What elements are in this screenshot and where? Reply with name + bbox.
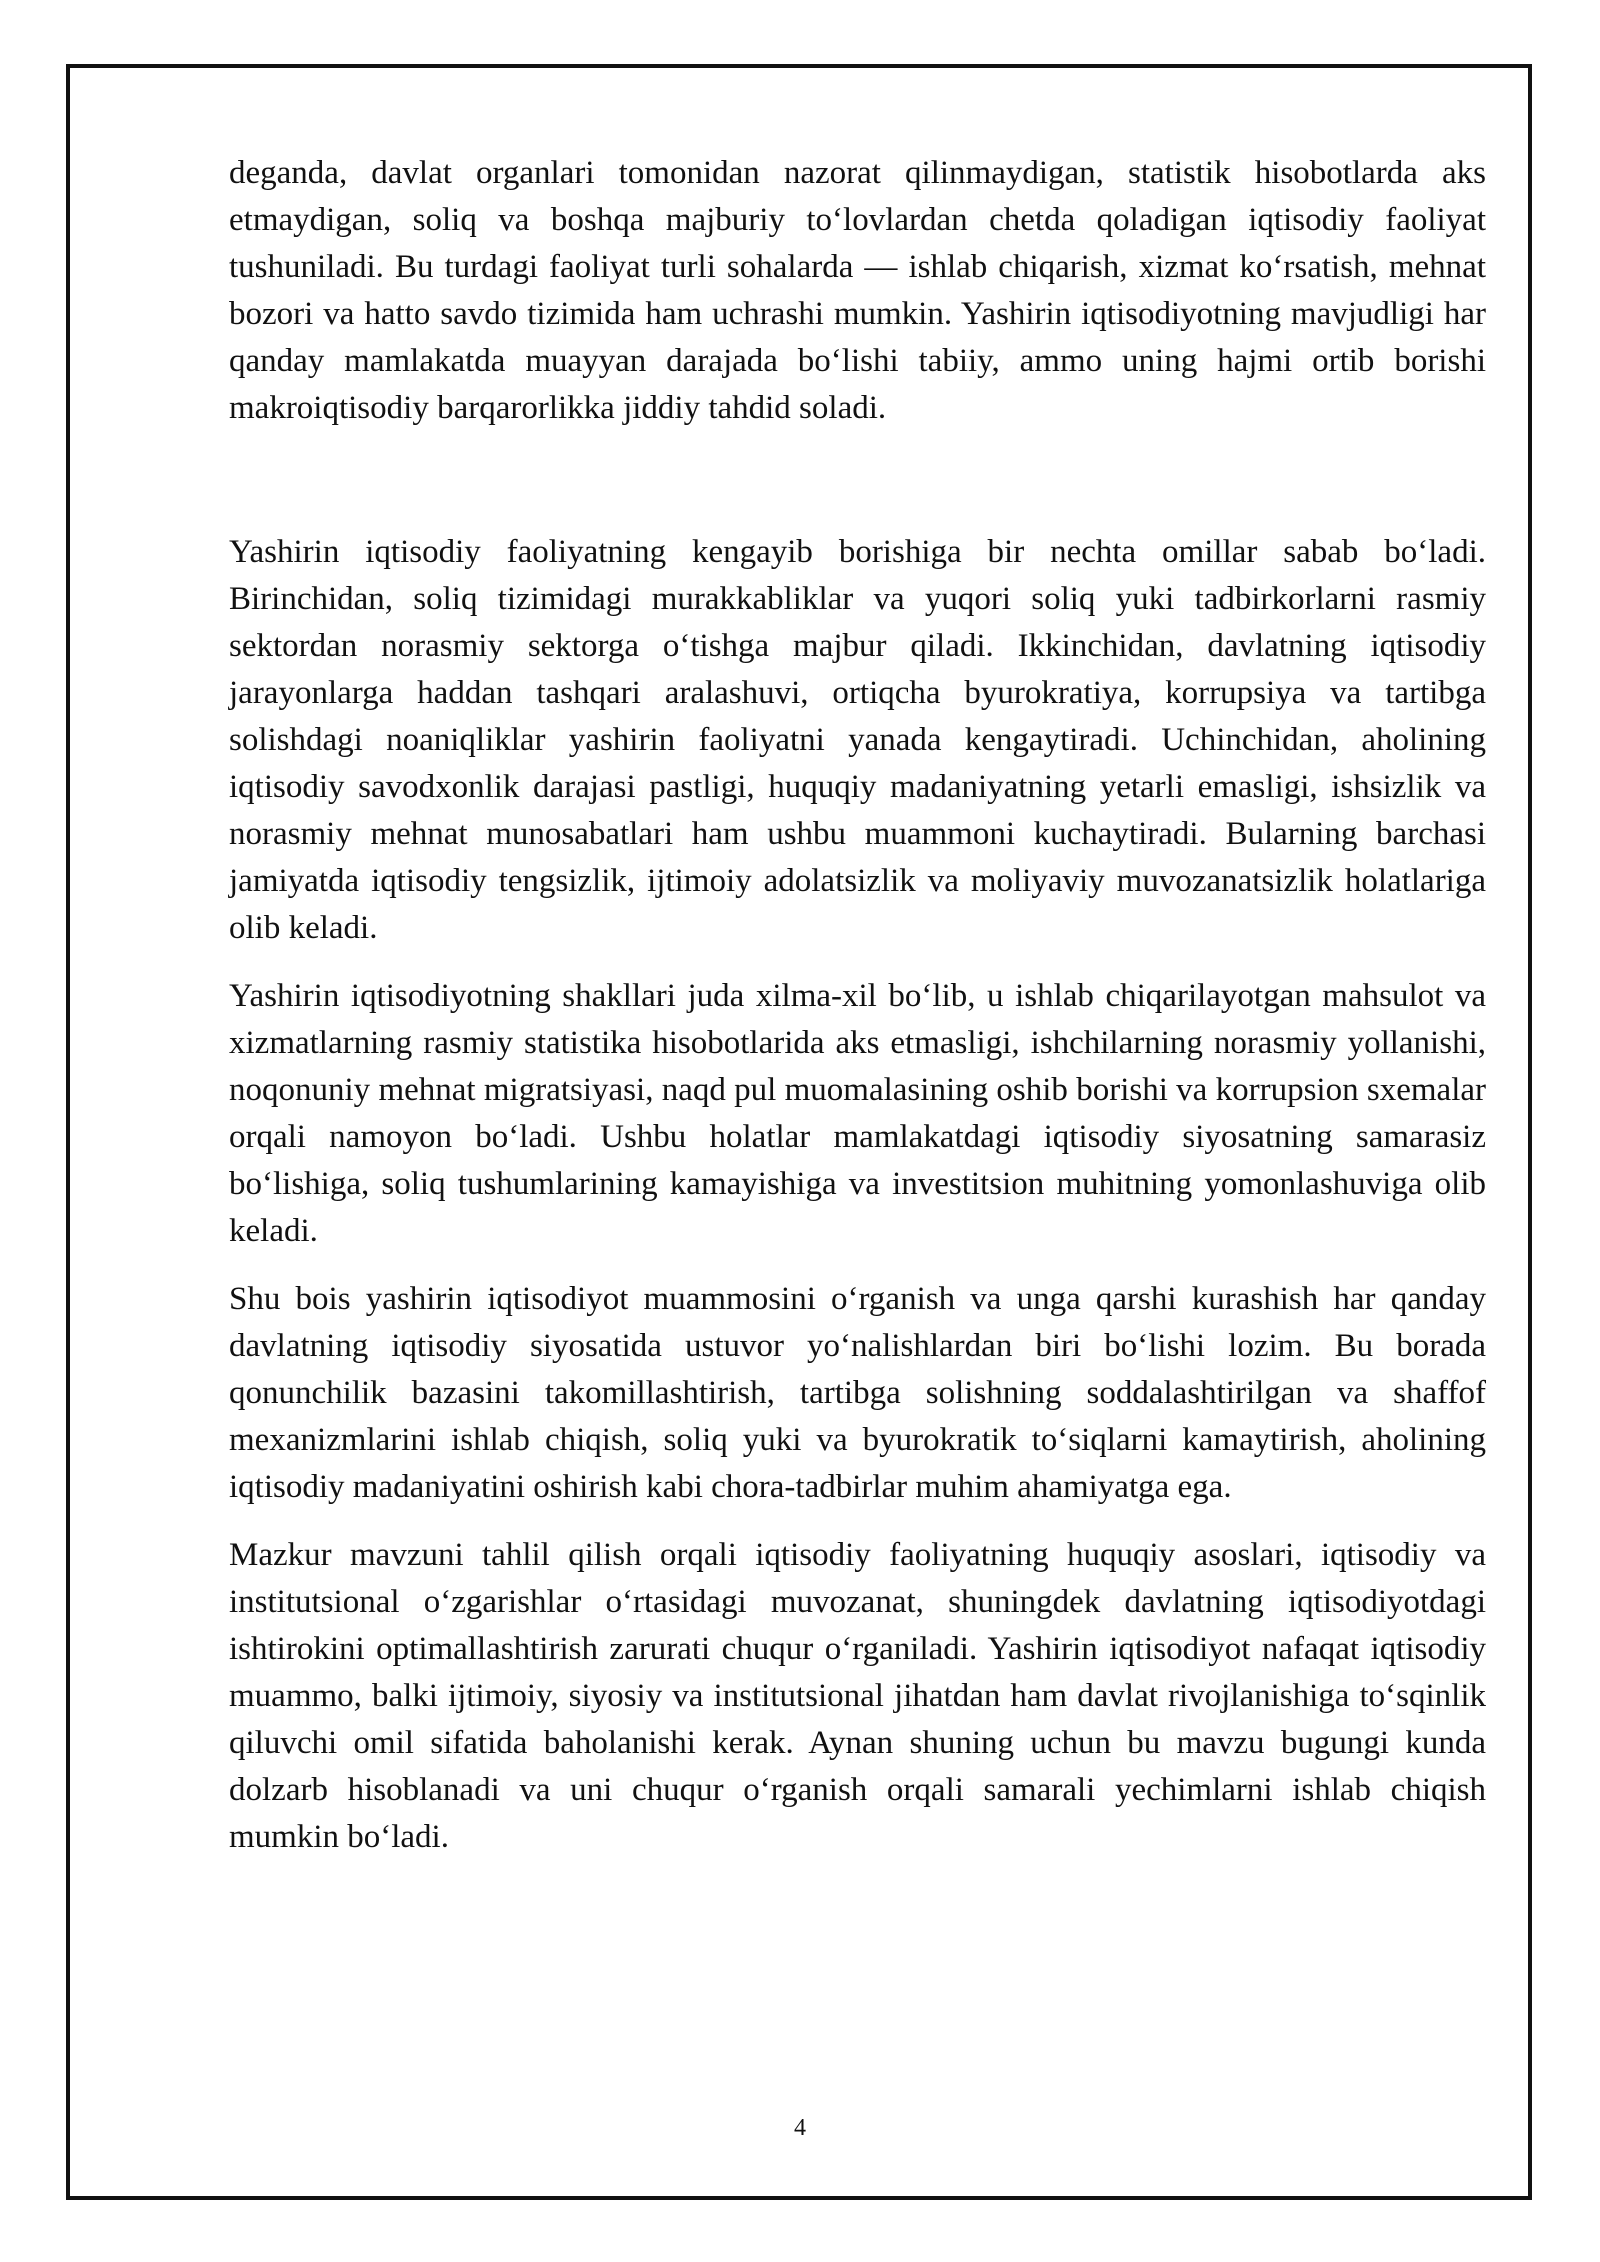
paragraph-1: deganda, davlat organlari tomonidan nazorat qilinmaydigan, statistik hisobotlarda aks etmaydigan, soliq va boshqa majburiy to‘lovlardan chetda qoladigan iqtisodiy faoliyat tushuniladi. Bu turdagi faoliyat turli sohalarda — ishlab chiqarish, xizmat ko‘rsatish, mehnat bozori va hatto savdo tizimida ham uchrashi mumkin. Yashirin iqtisodiyotning mavjudligi har qanday mamlakatda muayyan darajada bo‘lishi tabiiy, ammo uning hajmi ortib borishi makroiqtisodiy barqarorlikka jiddiy tahdid soladi. <box>229 155 1486 426</box>
page-number: 4 <box>794 2115 806 2141</box>
paragraph-5: Mazkur mavzuni tahlil qilish orqali iqtisodiy faoliyatning huquqiy asoslari, iqtisodiy va institutsional o‘zgarishlar o‘rtasidagi muvozanat, shuningdek davlatning iqtisodiyotdagi ishtirokini optimallashtirish zarurati chuqur o‘rganiladi. Yashirin iqtisodiyot nafaqat iqtisodiy muammo, balki ijtimoiy, siyosiy va institutsional jihatdan ham davlat rivojlanishiga to‘sqinlik qiluvchi omil sifatida baholanishi kerak. Aynan shuning uchun bu mavzu bugungi kunda dolzarb hisoblanadi va uni chuqur o‘rganish orqali samarali yechimlarni ishlab chiqish mumkin bo‘ladi. <box>229 1537 1486 1855</box>
document-body <box>229 150 1486 1861</box>
paragraph-3: Yashirin iqtisodiyotning shakllari juda xilma-xil bo‘lib, u ishlab chiqarilayotgan mahsulot va xizmatlarning rasmiy statistika hisobotlarida aks etmasligi, ishchilarning norasmiy yollanishi, noqonuniy mehnat migratsiyasi, naqd pul muomalasining oshib borishi va korrupsion sxemalar orqali namoyon bo‘ladi. Ushbu holatlar mamlakatdagi iqtisodiy siyosatning samarasiz bo‘lishiga, soliq tushumlarining kamayishiga va investitsion muhitning yomonlashuviga olib keladi. <box>229 978 1486 1249</box>
paragraph-2: Yashirin iqtisodiy faoliyatning kengayib borishiga bir nechta omillar sabab bo‘ladi. Birinchidan, soliq tizimidagi murakkabliklar va yuqori soliq yuki tadbirkorlarni rasmiy sektordan norasmiy sektorga o‘tishga majbur qiladi. Ikkinchidan, davlatning iqtisodiy jarayonlarga haddan tashqari aralashuvi, ortiqcha byurokratiya, korrupsiya va tartibga solishdagi noaniqliklar yashirin faoliyatni yanada kengaytiradi. Uchinchidan, aholining iqtisodiy savodxonlik darajasi pastligi, huquqiy madaniyatning yetarli emasligi, ishsizlik va norasmiy mehnat munosabatlari ham ushbu muammoni kuchaytiradi. Bularning barchasi jamiyatda iqtisodiy tengsizlik, ijtimoiy adolatsizlik va moliyaviy muvozanatsizlik holatlariga olib keladi. <box>229 534 1486 946</box>
paragraph-4: Shu bois yashirin iqtisodiyot muammosini o‘rganish va unga qarshi kurashish har qanday davlatning iqtisodiy siyosatida ustuvor yo‘nalishlardan biri bo‘lishi lozim. Bu borada qonunchilik bazasini takomillashtirish, tartibga solishning soddalashtirilgan va shaffof mexanizmlarini ishlab chiqish, soliq yuki va byurokratik to‘siqlarni kamaytirish, aholining iqtisodiy madaniyatini oshirish kabi chora-tadbirlar muhim ahamiyatga ega. <box>229 1281 1486 1505</box>
